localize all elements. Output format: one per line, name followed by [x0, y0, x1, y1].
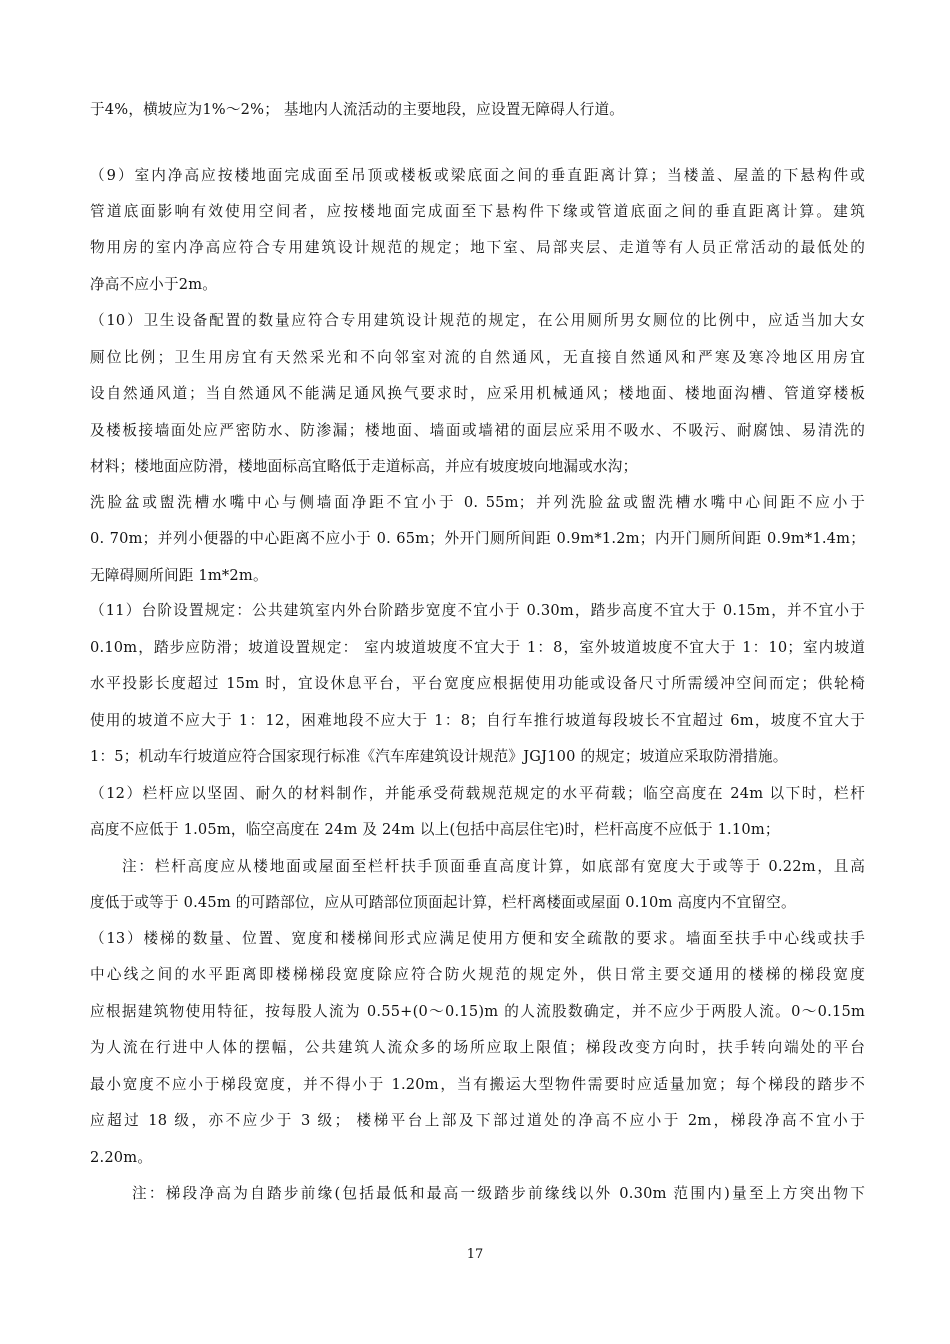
text-line: 度低于或等于 0.45m 的可踏部位，应从可踏部位顶面起计算，栏杆离楼面或屋面 0.10m 高度内不宜留空。: [90, 894, 796, 911]
text-line: （10）卫生设备配置的数量应符合专用建筑设计规范的规定，在公用厕所男女厕位的比例中，应适当加大女: [90, 312, 865, 329]
text-line: 使用的坡道不应大于 1：12，困难地段不应大于 1：8；自行车推行坡道每段坡长不宜超过 6m，坡度不宜大于: [90, 712, 865, 729]
text-line: 0. 70m；并列小便器的中心距离不应小于 0. 65m；外开门厕所间距 0.9m*1.2m；内开门厕所间距 0.9m*1.4m；: [90, 530, 865, 547]
text-line: 设自然通风道；当自然通风不能满足通风换气要求时，应采用机械通风；楼地面、楼地面沟槽、管道穿楼板: [90, 385, 865, 402]
text-line: 无障碍厕所间距 1m*2m。: [90, 567, 268, 584]
text-line: 高度不应低于 1.05m，临空高度在 24m 及 24m 以上(包括中高层住宅)时，栏杆高度不应低于 1.10m；: [90, 821, 780, 838]
text-line: 应超过 18 级，亦不应少于 3 级； 楼梯平台上部及下部过道处的净高不应小于 2m，梯段净高不宜小于: [90, 1112, 865, 1129]
text-line: 2.20m。: [90, 1149, 153, 1166]
text-line: 洗脸盆或盥洗槽水嘴中心与侧墙面净距不宜小于 0. 55m；并列洗脸盆或盥洗槽水嘴中心间距不应小于: [90, 494, 865, 511]
text-line: （12）栏杆应以坚固、耐久的材料制作，并能承受荷载规范规定的水平荷载；临空高度在 24m 以下时，栏杆: [90, 785, 865, 802]
text-line: （9）室内净高应按楼地面完成面至吊顶或楼板或梁底面之间的垂直距离计算；当楼盖、屋盖的下悬构件或: [90, 167, 865, 184]
text-line: 注：栏杆高度应从楼地面或屋面至栏杆扶手顶面垂直高度计算，如底部有宽度大于或等于 0.22m，且高: [122, 858, 865, 875]
text-line: 于4%，横坡应为1%～2%； 基地内人流活动的主要地段，应设置无障碍人行道。: [90, 101, 625, 118]
text-line: （11）台阶设置规定：公共建筑室内外台阶踏步宽度不宜小于 0.30m，踏步高度不宜大于 0.15m，并不宜小于: [90, 602, 865, 619]
text-line: 最小宽度不应小于梯段宽度，并不得小于 1.20m，当有搬运大型物件需要时应适量加宽；每个梯段的踏步不: [90, 1076, 865, 1093]
text-line: 应根据建筑物使用特征，按每股人流为 0.55+(0～0.15)m 的人流股数确定，并不应少于两股人流。0～0.15m: [90, 1003, 865, 1020]
text-line: 物用房的室内净高应符合专用建筑设计规范的规定；地下室、局部夹层、走道等有人员正常活动的最低处的: [90, 239, 865, 256]
text-line: 材料；楼地面应防滑，楼地面标高宜略低于走道标高，并应有坡度坡向地漏或水沟；: [90, 458, 638, 475]
text-line: 1：5；机动车行坡道应符合国家现行标准《汽车库建筑设计规范》JGJ100 的规定；坡道应采取防滑措施。: [90, 748, 788, 765]
page-number: 17: [466, 1247, 484, 1262]
text-line: 及楼板接墙面处应严密防水、防渗漏；楼地面、墙面或墙裙的面层应采用不吸水、不吸污、耐腐蚀、易清洗的: [90, 422, 865, 439]
text-line: 0.10m，踏步应防滑；坡道设置规定： 室内坡道坡度不宜大于 1：8，室外坡道坡度不宜大于 1：10；室内坡道: [90, 639, 865, 656]
text-line: 注：梯段净高为自踏步前缘(包括最低和最高一级踏步前缘线以外 0.30m 范围内)量至上方突出物下: [132, 1185, 865, 1202]
text-line: 中心线之间的水平距离即楼梯梯段宽度除应符合防火规范的规定外，供日常主要交通用的楼梯的梯段宽度: [90, 966, 865, 983]
text-line: 为人流在行进中人体的摆幅，公共建筑人流众多的场所应取上限值；梯段改变方向时，扶手转向端处的平台: [90, 1039, 865, 1056]
text-line: 净高不应小于2m。: [90, 276, 218, 293]
text-line: 厕位比例；卫生用房宜有天然采光和不向邻室对流的自然通风，无直接自然通风和严寒及寒冷地区用房宜: [90, 349, 865, 366]
text-line: （13）楼梯的数量、位置、宽度和楼梯间形式应满足使用方便和安全疏散的要求。墙面至扶手中心线或扶手: [90, 930, 865, 947]
text-line: 管道底面影响有效使用空间者，应按楼地面完成面至下悬构件下缘或管道底面之间的垂直距离计算。建筑: [90, 203, 865, 220]
text-line: 水平投影长度超过 15m 时，宜设休息平台，平台宽度应根据使用功能或设备尺寸所需缓冲空间而定；供轮椅: [90, 675, 865, 692]
